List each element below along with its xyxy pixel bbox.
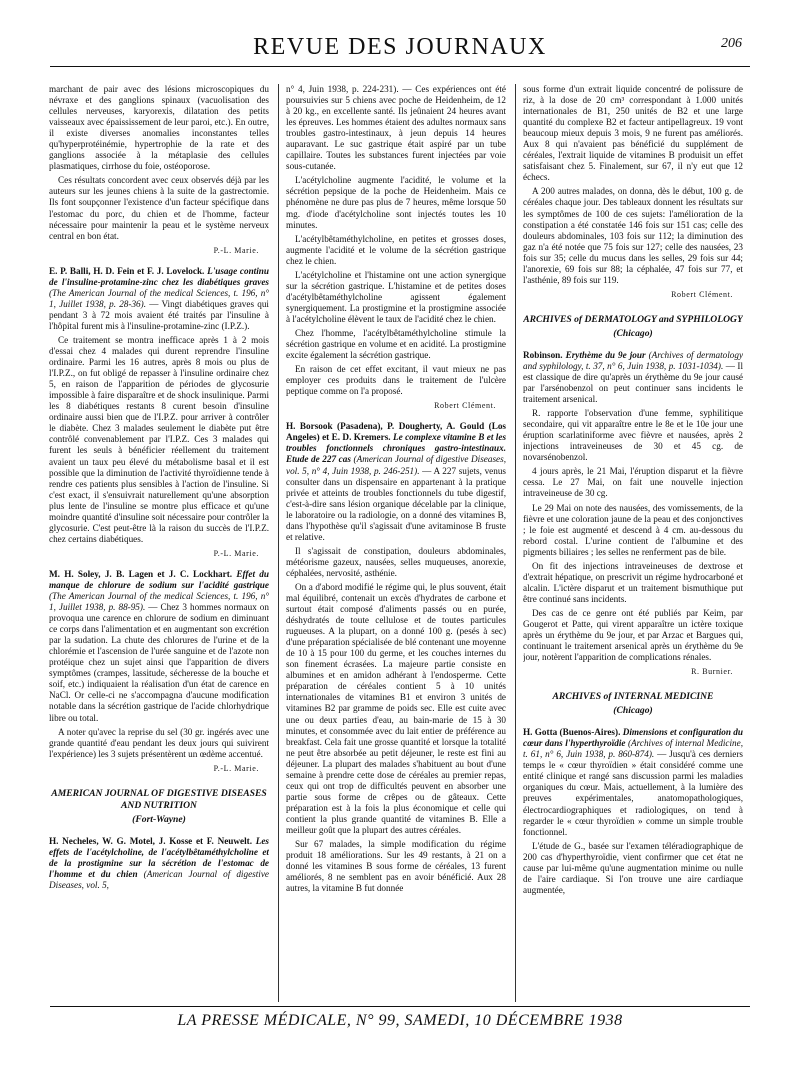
running-title: REVUE DES JOURNAUX <box>253 34 547 60</box>
paragraph: 4 jours après, le 21 Mai, l'éruption disparut et la fièvre cessa. Le 27 Mai, on fait une nouvelle injection intraveineuse de 30 cg. <box>523 466 743 499</box>
article-citation: (The American Journal of the medical Sciences, t. 196, n° 1, Juillet 1938, p. 88-95). <box>49 591 269 613</box>
paragraph: n° 4, Juin 1938, p. 224-231). — Ces expériences ont été poursuivies sur 5 chiens avec poche de Heidenheim, de 12 à 20 kg., en excellente santé. Ils jeûnaient 24 heures avant les épreuves. Les hommes étaient des adultes normaux sans troubles gastro-intestinaux, à jeun depuis 14 heures auparavant. Le suc gastrique était aspiré par un tube capillaire. Toutes les substances furent injectées par voie sous-cutanée. <box>286 84 506 172</box>
article-entry <box>49 569 269 724</box>
article-lead: — Jusqu'à ces derniers temps le « cœur thyroïdien » était considéré comme une entité clinique et rangé sans discussion parmi les maladies organiques du cœur. Mais, actuellement, à la lumière des preuves expérimentales, anatomopathologiques, électrocardiographiques et radiologiques, on tend à regarder le « cœur thyroïdien » comme un simple trouble fonctionnel. <box>523 749 743 837</box>
column-1 <box>49 84 269 1004</box>
article-lead: — Vingt diabétiques graves qui pendant 3 à 72 mois avaient été traités par l'insuline à l'hôpital furent mis à l'insuline-protamine-zinc (I.P.Z.). <box>49 298 269 331</box>
paragraph: Le 29 Mai on note des nausées, des vomissements, de la fièvre et une coloration jaune de la peau et des conjonctives ; le foie est augmenté et descend à 4 cm. au-dessous du rebord costal. L'urine contient de l'albumine et des pigments biliaires ; les selles ne renferment pas de bile. <box>523 502 743 557</box>
journal-section-title: AMERICAN JOURNAL OF DIGESTIVE DISEASES AND NUTRITION <box>51 787 267 811</box>
paragraph: Des cas de ce genre ont été publiés par Keim, par Gougerot et Patte, qui virent apparaître un ictère toxique après un érythème du 9e jour, et par Arzac et Bargues qui, continuant le traitement arsenical après un érythème du 9e jour, notèrent l'apparition de complications rénales. <box>523 607 743 663</box>
signature: Robert Clément. <box>434 401 496 411</box>
journal-section-title: ARCHIVES of DERMATOLOGY and SYPHILOLOGY <box>523 313 743 325</box>
page-footer <box>50 1006 750 1036</box>
page-header <box>50 30 750 70</box>
column-2 <box>286 84 506 1004</box>
article-citation: (American Journal of digestive Diseases, vol. 5, n° 4, Juin 1938, p. 246-251). <box>286 454 506 476</box>
article-title: Le complexe vitamine B et les troubles fonctionnels chroniques gastro-intestinaux. Etude de 227 cas <box>286 432 506 465</box>
article-title: Effet du manque de chlorure de sodium sur l'acidité gastrique <box>49 568 269 590</box>
publication-line: LA PRESSE MÉDICALE, N° 99, SAMEDI, 10 DÉCEMBRE 1938 <box>177 1012 623 1029</box>
column-divider-1 <box>278 84 279 1002</box>
paragraph: marchant de pair avec des lésions microscopiques du névraxe et des ganglions spinaux (vacuolisation des cellules nerveuses, karyorexis, dilatation des petits vaisseaux avec épaississement de leur paroi, etc.). En outre, il existe diverses anomalies inconstantes telles qu'hyperprotéinémie, hypertrophie de la rate et des ganglions associée à la métaplasie des cellules plasmatiques, cirrhose du foie, ostéoporose. <box>49 84 269 172</box>
paragraph: On fit des injections intraveineuses de dextrose et d'extrait hépatique, on prescrivit un régime hydrocarboné et alcalin. L'ictère disparut et un traitement bismuthique put être continué sans incidents. <box>523 560 743 604</box>
column-divider-2 <box>515 84 516 1002</box>
journal-section-place: (Chicago) <box>613 705 653 717</box>
paragraph: A noter qu'avec la reprise du sel (30 gr. ingérés avec une grande quantité d'eau pendant les deux jours qui suivirent l'expérience) les 3 sujets présentèrent un œdème accentué. <box>49 726 269 759</box>
signature: P.-L. Marie. <box>213 548 259 558</box>
article-title: Dimensions et configuration du cœur dans l'hyperthyroïdie <box>523 727 743 749</box>
article-title: L'usage continu de l'insuline-protamine-zinc chez les diabétiques graves <box>49 265 269 287</box>
signature: P.-L. Marie. <box>213 245 259 255</box>
paragraph: L'acétylcholine augmente l'acidité, le volume et la sécrétion pepsique de la poche de Heidenheim. Mais ce phénomène ne dure pas plus de 7 heures, même lorsque 50 mg. d'iode d'acétylcholine sont injectés toutes les 10 minutes. <box>286 175 506 230</box>
page-number: 206 <box>721 36 742 51</box>
footer-rule <box>50 1006 750 1007</box>
article-citation: (Archives of dermatology and syphilology, t. 37, n° 6, Juin 1938, p. 1031-1034). <box>523 349 743 371</box>
signature: P.-L. Marie. <box>213 763 259 773</box>
article-entry <box>49 266 269 332</box>
article-title: Les effets de l'acétylcholine, de l'acétylbêtaméthylcholine et de la prostigmine sur la sécrétion de l'estomac de l'homme et du chien <box>49 835 269 879</box>
column-3 <box>523 84 743 1004</box>
article-entry <box>286 421 506 543</box>
article-lead: — A 227 sujets, venus consulter dans un dispensaire en appartenant à la pratique privée et atteints de troubles fonctionnels du tube digestif, c'est-à-dire sans lésion organique décelable par la clinique, le laboratoire ou la radiologie, on a donné des vitamines B, dans l'hypothèse qu'il s'agissait d'une avitaminose B fruste et relative. <box>286 465 506 542</box>
journal-section-title: ARCHIVES of INTERNAL MEDICINE <box>552 691 714 703</box>
article-authors: H. Gotta (Buenos-Aires). <box>523 727 621 738</box>
article-title: Erythème du 9e jour <box>565 349 646 360</box>
article-authors: Robinson. <box>523 349 563 360</box>
header-rule <box>50 66 750 67</box>
journal-section-place: (Chicago) <box>613 327 653 339</box>
paragraph: Sur 67 malades, la simple modification du régime produit 18 améliorations. Sur les 49 restants, à 21 on a donné les vitamines B sous forme de céréales, 13 furent améliorés, 8 ne semblent pas en avoir bénéficié. Aux 28 autres, la vitamine B fut donnée <box>286 839 506 894</box>
article-authors: E. P. Balli, H. D. Fein et F. J. Lovelock. <box>49 265 205 276</box>
article-lead: — Il est classique de dire qu'après un érythème du 9e jour causé par l'arsénobenzol on peut continuer sans incidents le traitement arsenical. <box>523 360 743 405</box>
article-authors: M. H. Soley, J. B. Lagen et J. C. Lockhart. <box>49 568 233 579</box>
signature: Robert Clément. <box>671 289 733 299</box>
paragraph: sous forme d'un extrait liquide concentré de polissure de riz, à la dose de 20 cm³ correspondant à 1.000 unités internationales de B1, 250 unités de B2 et une large quantité du complexe B2 et facteur antipellagreux. 19 vont beaucoup mieux depuis 3 mois, 9 ne furent pas améliorés. Aux 8 qui n'avaient pas bénéficié du supplément de céréales, l'extrait liquide de vitamines B produisit un effet satisfaisant chez 5. Finalement, sur 67, il n'y eut que 12 échecs. <box>523 84 743 183</box>
article-authors: H. Borsook (Pasadena), P. Dougherty, A. Gould (Los Angeles) et E. D. Kremers. <box>286 421 506 443</box>
paragraph: Chez l'homme, l'acétylbêtaméthylcholine stimule la sécrétion gastrique en volume et en acidité. La prostigmine excite également la sécrétion gastrique. <box>286 327 506 361</box>
article-entry <box>49 836 269 891</box>
paragraph: A 200 autres malades, on donna, dès le début, 100 g. de céréales chaque jour. Des tableaux donnent les résultats sur les symptômes de 100 de ces sujets: l'amélioration de la constipation a été constatée 146 fois sur 151 cas; celle des douleurs abdominales, 103 fois sur 112; la diminution des gaz n'a été notée que 75 fois sur 127; celle des nausées, 23 fois sur 35; celle du mucus dans les selles, 29 fois sur 44; l'anorexie, 69 fois sur 88; la céphalée, 47 fois sur 77, et l'asthénie, 89 fois sur 119. <box>523 186 743 285</box>
article-citation: (Archives of internal Medicine, t. 61, n° 6, Juin 1938, p. 860-874). <box>523 738 743 760</box>
paragraph: En raison de cet effet excitant, il vaut mieux ne pas employer ces produits dans le traitement de l'ulcère peptique comme on l'a proposé. <box>286 364 506 397</box>
article-authors: H. Necheles, W. G. Motel, J. Kosse et F. Neuwelt. <box>49 835 253 846</box>
article-entry <box>523 350 743 405</box>
paragraph: L'acétylbêtaméthylcholine, en petites et grosses doses, augmente l'acidité et le volume de la sécrétion gastrique chez le chien. <box>286 233 506 266</box>
article-citation: (The American Journal of the medical Sciences, t. 196, n° 1, Juillet 1938, p. 28-36). <box>49 287 269 309</box>
article-citation: (American Journal of digestive Diseases, vol. 5, <box>49 868 269 890</box>
paragraph: L'acétylcholine et l'histamine ont une action synergique sur la sécrétion gastrique. L'histamine et de petites doses d'acétylbêtaméthylcholine agissent également synergiquement. La prostigmine et la prostigmine associée à l'acétylcholine élèvent le taux de l'acidité chez le chien. <box>286 269 506 324</box>
paragraph: L'étude de G., basée sur l'examen téléradiographique de 200 cas d'hyperthyroïdie, vient confirmer que cet état ne cause par lui-même qu'une augmentation minime ou nulle de l'aire cardiaque. Si l'on trouve une aire cardiaque augmentée, <box>523 840 743 895</box>
signature: R. Burnier. <box>691 667 733 677</box>
article-lead: — Chez 3 hommes normaux on provoqua une carence en chlorure de sodium en diminuant ce corps dans l'alimentation et en augmentant son excrétion par la sudation. La chute des chlorures de l'urine et de la chlorémie et l'ascension de l'urée sanguine et de l'azote non protéique chez un sujet ainsi que l'apparition de divers symptômes (crampes, lassitude, sécheresse de la bouche et soif, etc.) indiquaient la réalisation d'un état de carence en NaCl. Or celle-ci ne s'accompagna d'aucune modification notable dans la sécrétion gastrique de l'acide chlorhydrique libre ou total. <box>49 602 269 723</box>
paragraph: Ce traitement se montra inefficace après 1 à 2 mois d'essai chez 4 malades qui durent reprendre l'insuline ordinaire. Parmi les 16 autres, après 8 mois ou plus de l'I.P.Z., on fut obligé de repasser à l'insuline ordinaire chez 5, en raison de l'apparition de périodes de glycosurie impossible à faire disparaître et de shock insulinique. Parmi les 8 diabétiques restants 8 curent besoin d'insuline ordinaire aussi bien que de l'I.P.Z. pour arriver à contrôler le diabète. Chez 3 malades seulement le diabète put être contrôlé convenablement par l'I.P.Z. Ces 3 malades qui furent les seuls à bénéficier réellement du traitement avaient un taux peu élevé du métabolisme basal et il est possible que la diminution de l'activité thyroïdienne tende à rendre ces patients plus sensibles à l'action de l'insuline. Si c'est exact, il s'ensuivrait naturellement qu'une absorption plus lente de l'insuline se montre plus efficace et qu'une moindre quantité d'insuline soit nécessaire pour contrôler la glycosurie. C'est peut-être là la raison du succès de l'I.P.Z. chez certains diabétiques. <box>49 334 269 544</box>
paragraph: On a d'abord modifié le régime qui, le plus souvent, était mal équilibré, contenait un excès d'hydrates de carbone et surtout était composé d'aliments passés ou en purée, déshydratés de toute cellulose et de toutes particules rugueuses. A la plupart, on a donné 100 g. (pesés à sec) d'une préparation spécialisée de blé contenant une moyenne de 10 à 15 pour 100 du germe, et les couches internes du son finement écrasées. La majeure partie consiste en albumines et en amidon adhérant à l'endosperme. Cette préparation de céréales contient 5 à 10 unités internationales de vitamines B1 et environ 3 unités de vitamines B2 par gramme de poids sec. Elle est cuite avec une ou deux parties d'eau, au bain-marie de 15 à 30 minutes, et consommée avec du lait entier de préférence au breakfast. Cela fait une grosse quantité et lorsque la totalité ne peut être absorbée au petit déjeuner, le reste est fini au déjeuner. La plupart des malades s'habituent au bout d'une semaine à prendre cette dose de céréales au premier repas, ceux qui ont trop de difficultés peuvent en absorber une partie sous forme de crêpes ou de gâteaux. Cette préparation est à la fois la plus économique et celle qui contient la plus grande quantité de vitamines B. Elle a meilleur goût que la plupart des autres céréales. <box>286 581 506 835</box>
journal-section-place: (Fort-Wayne) <box>132 813 186 825</box>
paragraph: Il s'agissait de constipation, douleurs abdominales, météorisme gazeux, nausées, selles muqueuses, anorexie, céphalées, nervosité, asthénie. <box>286 545 506 578</box>
article-entry <box>523 727 743 837</box>
paragraph: R. rapporte l'observation d'une femme, syphilitique secondaire, qui vit apparaître entre le 8e et le 10e jour une éruption scarlatiniforme avec fièvre et nausées, après 2 injections intraveineuses de 30 et 45 cg. de novarsénobenzol. <box>523 408 743 463</box>
paragraph: Ces résultats concordent avec ceux observés déjà par les auteurs sur les jeunes chiens à la suite de la gastrectomie. Ils font soupçonner l'existence d'un facteur spécifique dans l'estomac du porc, du chien et de l'homme, facteur nécessaire pour maintenir la peau et le système nerveux central en bon état. <box>49 175 269 241</box>
